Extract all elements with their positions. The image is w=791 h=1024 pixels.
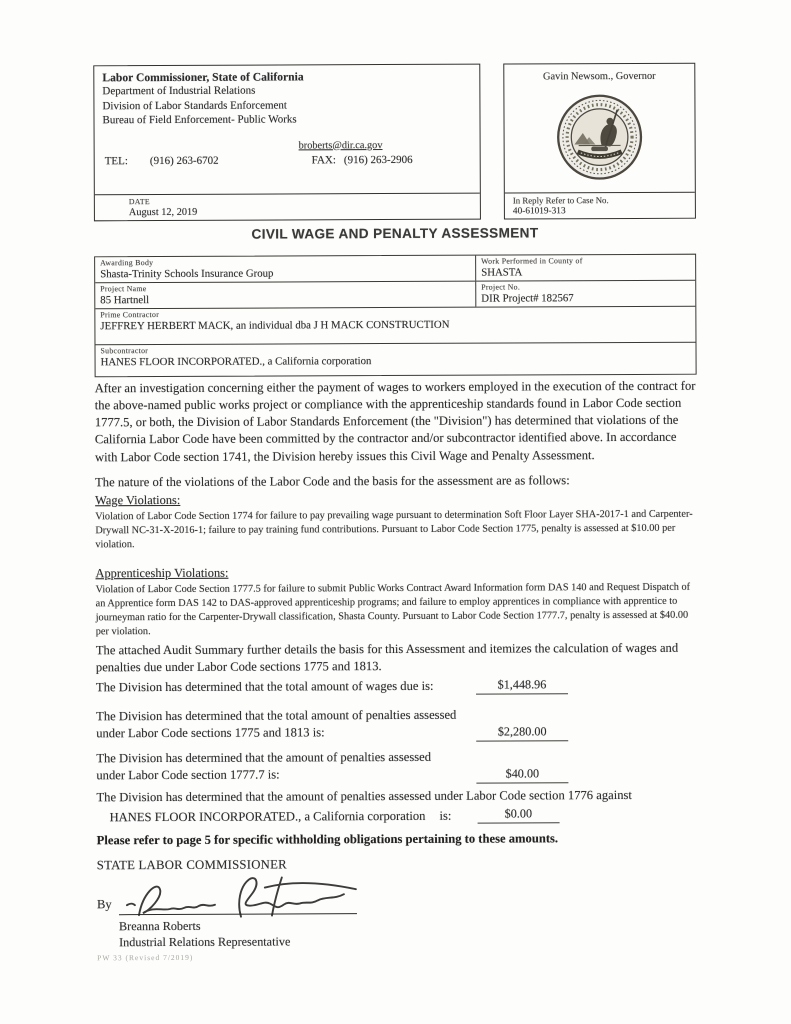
nature-of-violations-line: The nature of the violations of the Labor Code and the basis for the assessment are as follows:	[95, 473, 570, 490]
awarding-body-label: Awarding Body	[100, 258, 154, 268]
project-name-label: Project Name	[100, 284, 147, 294]
wages-due-text: The Division has determined that the total amount of wages due is:	[95, 678, 434, 695]
county-value: SHASTA	[481, 266, 523, 279]
date-value: August 12, 2019	[128, 206, 198, 219]
date-label: DATE	[128, 197, 151, 207]
penalties-1777-7-text-l1: The Division has determined that the amount of penalties assessed	[96, 749, 432, 766]
agency-division: Division of Labor Standards Enforcement	[102, 98, 287, 112]
project-no-label: Project No.	[481, 282, 521, 292]
letterhead-agency-box	[93, 64, 481, 222]
agency-bureau: Bureau of Field Enforcement- Public Works	[102, 113, 297, 127]
signer-name: Breanna Roberts	[118, 918, 201, 934]
table-row	[95, 255, 695, 284]
reply-case-cell	[505, 192, 695, 219]
case-number: 40-61019-313	[512, 206, 566, 217]
penalties-1776-is-label: is:	[439, 808, 452, 823]
awarding-body-value: Shasta-Trinity Schools Insurance Group	[100, 267, 274, 281]
wages-due-amount: $1,448.96	[476, 678, 568, 695]
apprenticeship-violations-heading: Apprenticeship Violations:	[95, 565, 229, 581]
withholding-notice: Please refer to page 5 for specific withholding obligations pertaining to these amounts.	[96, 831, 559, 848]
reply-label: In Reply Refer to Case No.	[512, 195, 609, 206]
table-row	[95, 307, 695, 346]
penalties-1777-7-text	[96, 749, 476, 785]
table-row	[95, 343, 695, 377]
intro-paragraph: After an investigation concerning either the payment of wages to workers employed in the execution of the contract for the above-named public works project or compliance with the apprenticeship standards found in Labor Code section 1777.5, or both, the Division of Labor Standards Enforcement (the "Division") has determined that violations of the California Labor Code have been committed by the contractor and/or subcontractor identified above. In accordance with Labor Code section 1741, the Division hereby issues this Civil Wage and Penalty Assessment.	[94, 378, 696, 464]
wages-due-line	[96, 677, 698, 697]
by-label: By	[96, 897, 112, 912]
county-label: Work Performed in County of	[481, 256, 583, 266]
tel-label: TEL:	[104, 154, 128, 167]
prime-contractor-value: JEFFREY HERBERT MACK, an individual dba J H MACK CONSTRUCTION	[100, 318, 450, 333]
letterhead	[93, 63, 696, 222]
form-number: PW 33 (Revised 7/2019)	[97, 952, 194, 963]
penalties-1777-7-text-l2: under Labor Code section 1777.7 is:	[96, 767, 280, 783]
penalties-1776-subcontractor: HANES FLOOR INCORPORATED., a California corporation	[109, 808, 426, 825]
penalties-1775-1813-line	[96, 706, 698, 743]
penalties-1776-amount: $0.00	[477, 806, 559, 823]
signature-block	[96, 881, 699, 950]
document-title: CIVIL WAGE AND PENALTY ASSESSMENT	[251, 225, 539, 242]
subcontractor-label: Subcontractor	[100, 346, 149, 356]
contact-email: broberts@dir.ca.gov	[298, 139, 383, 151]
penalties-1775-1813-text-l1: The Division has determined that the total amount of penalties assessed	[96, 707, 457, 724]
project-no-value: DIR Project# 182567	[481, 292, 574, 305]
letterhead-governor-box	[503, 63, 696, 220]
great-seal-of-california-icon	[555, 93, 643, 181]
penalties-1777-7-amount: $40.00	[476, 766, 568, 783]
state-labor-commissioner-line: STATE LABOR COMMISSIONER	[96, 857, 287, 873]
agency-department: Department of Industrial Relations	[102, 84, 256, 98]
penalties-1776-text-l1: The Division has determined that the amount of penalties assessed under Labor Code section 1776 against	[96, 787, 632, 805]
project-info-table	[94, 254, 697, 378]
audit-summary-paragraph: The attached Audit Summary further details the basis for this Assessment and itemizes the calculation of wages and penalties due under Labor Code sections 1775 and 1813.	[95, 640, 679, 675]
tel-number: (916) 263-6702	[149, 154, 219, 167]
wage-violations-heading: Wage Violations:	[95, 492, 181, 508]
prime-contractor-label: Prime Contractor	[100, 310, 160, 320]
penalties-1776-line	[96, 788, 698, 826]
agency-name: Labor Commissioner, State of California	[102, 70, 304, 85]
apprenticeship-violations-text: Violation of Labor Code Section 1777.5 for failure to submit Public Works Contract Award Information form DAS 140 and Request Dispatch of an Apprentice form DAS 142 to DAS-approved apprenticeship programs; and failure to employ apprentices in compliance with apprentice to journeyman ratio for the Carpenter-Drywall classification, Shasta County. Pursuant to Labor Code Section 1777.7, penalty is assessed at $40.00 per violation.	[95, 581, 691, 638]
penalties-1775-1813-amount: $2,280.00	[476, 724, 568, 741]
signer-title: Industrial Relations Representative	[119, 934, 291, 950]
fax-number: (916) 263-2906	[343, 153, 413, 166]
fax-label: FAX:	[311, 153, 336, 166]
penalties-1775-1813-text-l2: under Labor Code sections 1775 and 1813 is:	[96, 725, 325, 741]
wage-violations-text: Violation of Labor Code Section 1774 for failure to pay prevailing wage pursuant to determination Soft Floor Layer SHA-2017-1 and Carpenter-Drywall NC-31-X-2016-1; failure to pay training fund contributions. Pursuant to Labor Code Section 1775, penalty is assessed at $10.00 per violation.	[95, 508, 693, 551]
project-name-value: 85 Hartnell	[100, 294, 150, 307]
table-row	[95, 281, 695, 310]
subcontractor-value: HANES FLOOR INCORPORATED., a California corporation	[100, 355, 372, 369]
date-cell	[95, 193, 480, 221]
penalties-1777-7-line	[96, 748, 698, 785]
penalties-1775-1813-text	[96, 707, 476, 743]
governor-name: Gavin Newsom., Governor	[543, 70, 656, 83]
